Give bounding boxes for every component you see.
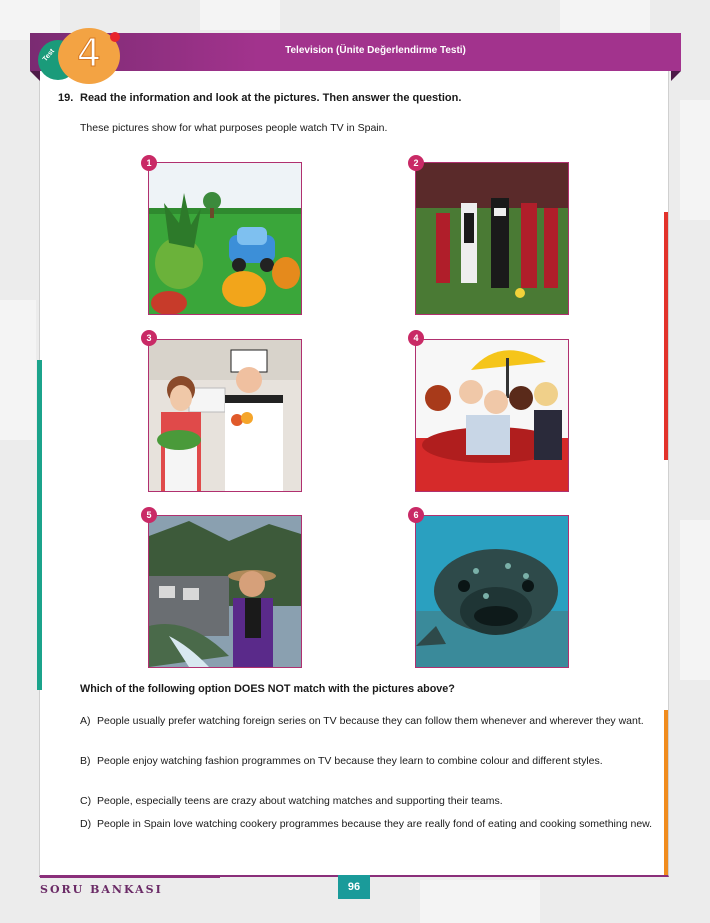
option-a[interactable] [80, 713, 660, 730]
footer-brand: SORU BANKASI [40, 883, 163, 896]
picture-travel [148, 515, 302, 668]
picture-number: 5 [141, 507, 157, 523]
option-letter: D) [80, 818, 92, 830]
background-tile [680, 100, 710, 220]
header-bar [30, 33, 681, 71]
background-tile [680, 520, 710, 680]
picture-number: 3 [141, 330, 157, 346]
question-prompt: Read the information and look at the pictures. Then answer the question. [80, 92, 462, 104]
picture-number: 6 [408, 507, 424, 523]
travel-image [149, 516, 301, 667]
footer-line [40, 875, 220, 878]
which-question [80, 683, 455, 695]
test-badge [38, 28, 122, 78]
question-heading [58, 92, 461, 104]
ribbon-fold-right [671, 71, 681, 81]
which-emphasis: DOES NOT [234, 683, 291, 695]
option-b[interactable] [80, 753, 660, 770]
page-number: 96 [338, 875, 370, 899]
series-image [416, 340, 568, 491]
option-text: People, especially teens are crazy about watching matches and supporting their teams. [97, 795, 503, 807]
picture-number: 1 [141, 155, 157, 171]
picture-fish [415, 515, 569, 668]
background-tile [560, 0, 650, 32]
background-tile [0, 300, 36, 440]
option-letter: C) [80, 795, 92, 807]
option-letter: B) [80, 755, 91, 767]
option-text: People enjoy watching fashion programmes on TV because they learn to combine colour and different styles. [97, 755, 603, 767]
which-text-after: match with the pictures above? [290, 683, 455, 695]
side-accent-red [664, 212, 668, 460]
picture-number: 2 [408, 155, 424, 171]
background-tile [420, 880, 540, 923]
background-tile [200, 0, 280, 30]
question-number: 19. [58, 92, 74, 104]
football-image [416, 163, 568, 314]
cartoon-image [149, 163, 301, 314]
picture-number: 4 [408, 330, 424, 346]
fish-image [416, 516, 568, 667]
option-text: People usually prefer watching foreign series on TV because they can follow them whenever and wherever they want. [97, 715, 644, 727]
picture-football [415, 162, 569, 315]
side-accent-orange [664, 710, 668, 875]
picture-cookery [148, 339, 302, 492]
option-d[interactable] [80, 816, 660, 833]
picture-cartoon [148, 162, 302, 315]
test-word: Test [41, 47, 57, 64]
option-letter: A) [80, 715, 91, 727]
question-intro: These pictures show for what purposes people watch TV in Spain. [80, 122, 388, 134]
test-number: 4 [76, 31, 102, 75]
cookery-image [149, 340, 301, 491]
picture-series [415, 339, 569, 492]
side-accent-teal [37, 360, 42, 690]
option-text: People in Spain love watching cookery programmes because they are really fond of eating and cooking something new. [97, 818, 653, 830]
option-c[interactable] [80, 793, 660, 810]
header-title: Television (Ünite Değerlendirme Testi) [285, 45, 466, 56]
badge-dot [110, 32, 120, 42]
which-text-before: Which of the following option [80, 683, 235, 695]
